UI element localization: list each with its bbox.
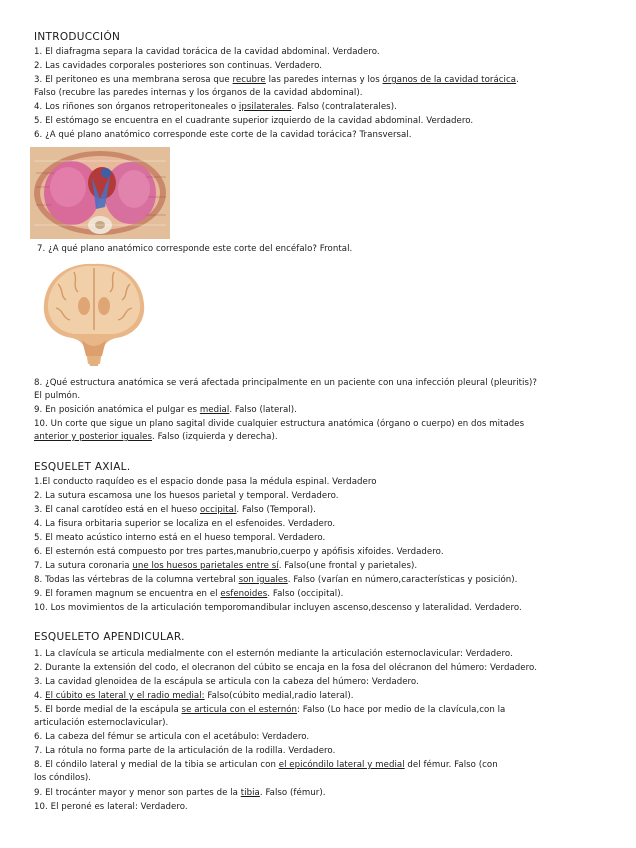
axial-item-4: 4. La fisura orbitaria superior se localiza en el esfenoides. Verdadero. [34,519,336,529]
brain-coronal-section-image [38,260,150,368]
axial-item-2: 2. La sutura escamosa une los huesos parietal y temporal. Verdadero. [34,491,339,501]
axial-item-5: 5. El meato acústico interno está en el hueso temporal. Verdadero. [34,533,326,543]
intro-item-9: 9. En posición anatómica el pulgar es medial. Falso (lateral). [34,405,297,415]
apendicular-item-5-cont: articulación esternoclavicular). [34,718,169,728]
apendicular-item-9: 9. El trocánter mayor y menor son partes de la tibia. Falso (fémur). [34,788,326,798]
apendicular-item-4: 4. El cúbito es lateral y el radio medial: Falso(cúbito medial,radio lateral). [34,691,354,701]
intro-item-3: 3. El peritoneo es una membrana serosa que recubre las paredes internas y los órganos de la cavidad torácica. [34,75,519,85]
intro-item-10-answer: anterior y posterior iguales. Falso (izquierda y derecha). [34,432,278,442]
axial-item-10: 10. Los movimientos de la articulación temporomandibular incluyen ascenso,descenso y lateralidad. Verdadero. [34,603,522,613]
axial-item-6: 6. El esternón está compuesto por tres partes,manubrio,cuerpo y apófisis xifoides. Verdadero. [34,547,444,557]
intro-item-5: 5. El estómago se encuentra en el cuadrante superior izquierdo de la cavidad abdominal. Verdadero. [34,116,474,126]
axial-item-1: 1.El conducto raquídeo es el espacio donde pasa la médula espinal. Verdadero [34,477,377,487]
intro-item-2: 2. Las cavidades corporales posteriores son continuas. Verdadero. [34,61,323,71]
intro-item-6: 6. ¿A qué plano anatómico corresponde este corte de la cavidad torácica? Transversal. [34,130,412,140]
axial-item-8: 8. Todas las vértebras de la columna vertebral son iguales. Falso (varían en número,características y posición). [34,575,518,585]
axial-item-9: 9. El foramen magnum se encuentra en el esfenoides. Falso (occipital). [34,589,344,599]
apendicular-item-8: 8. El cóndilo lateral y medial de la tibia se articulan con el epicóndilo lateral y medial del fémur. Falso (con [34,760,498,770]
intro-item-4: 4. Los riñones son órganos retroperitoneales o ipsilaterales. Falso (contralaterales). [34,102,397,112]
apendicular-item-5: 5. El borde medial de la escápula se articula con el esternón: Falso (Lo hace por medio de la clavícula,con la [34,705,506,715]
intro-heading: INTRODUCCIÓN [34,31,121,43]
apendicular-item-6: 6. La cabeza del fémur se articula con el acetábulo: Verdadero. [34,732,310,742]
apendicular-item-1: 1. La clavícula se articula medialmente con el esternón mediante la articulación esternoclavicular: Verdadero. [34,649,513,659]
axial-item-3: 3. El canal carotídeo está en el hueso occipital. Falso (Temporal). [34,505,316,515]
apendicular-item-3: 3. La cavidad glenoidea de la escápula se articula con la cabeza del húmero: Verdadero. [34,677,419,687]
intro-item-1: 1. El diafragma separa la cavidad torácica de la cavidad abdominal. Verdadero. [34,47,380,57]
intro-item-3-answer: Falso (recubre las paredes internas y los órganos de la cavidad abdominal). [34,88,363,98]
intro-item-7: 7. ¿A qué plano anatómico corresponde este corte del encéfalo? Frontal. [37,244,353,254]
apendicular-item-2: 2. Durante la extensión del codo, el olecranon del cúbito se encaja en la fosa del olécranon del húmero: Verdadero. [34,663,537,673]
apendicular-heading: ESQUELETO APENDICULAR. [34,631,185,643]
axial-item-7: 7. La sutura coronaria une los huesos parietales entre sí. Falso(une frontal y parietales). [34,561,418,571]
thorax-transverse-section-image [30,147,170,239]
apendicular-item-7: 7. La rótula no forma parte de la articulación de la rodilla. Verdadero. [34,746,336,756]
intro-item-8-answer: El pulmón. [34,391,81,401]
apendicular-item-10: 10. El peroné es lateral: Verdadero. [34,802,188,812]
intro-item-8: 8. ¿Qué estructura anatómica se verá afectada principalmente en un paciente con una infección pleural (pleuritis)? [34,378,538,388]
axial-heading: ESQUELET AXIAL. [34,461,131,473]
intro-item-10: 10. Un corte que sigue un plano sagital divide cualquier estructura anatómica (órgano o cuerpo) en dos mitades [34,419,525,429]
apendicular-item-8-cont: los cóndilos). [34,773,92,783]
